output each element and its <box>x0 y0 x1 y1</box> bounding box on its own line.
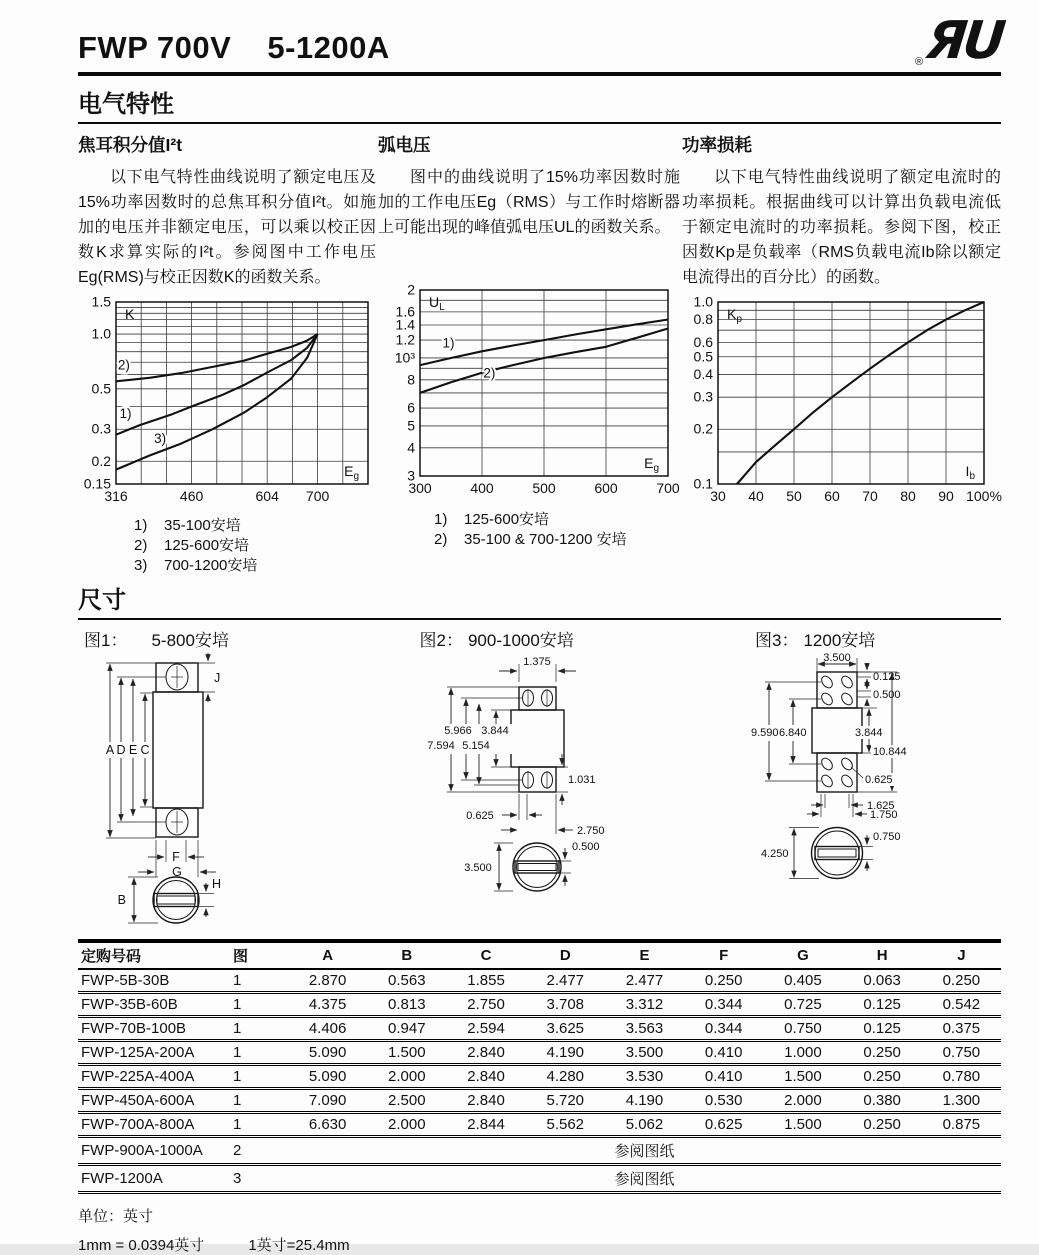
table-cell: 1.500 <box>763 1113 842 1137</box>
figure-block-2 <box>414 626 726 935</box>
x-tick-label: 60 <box>824 488 840 504</box>
table-cell: 4.406 <box>288 1017 367 1041</box>
inner-axis-label: $E_g$ <box>644 455 659 474</box>
table-cell: 5.562 <box>526 1113 605 1137</box>
column-paragraph: 以下电气特性曲线说明了额定电流时的功率损耗。根据曲线可以计算出负载电流低于额定电流时的功率损耗。参阅下图，校正因数Kp是负载率（RMS负载电流Ib除以额定电流得出的百分比）的函数。 <box>682 169 1001 286</box>
dim-label: 4.250 <box>761 848 789 860</box>
table-cell: 0.542 <box>922 993 1001 1017</box>
figure-caption <box>84 626 390 648</box>
table-cell: 3.708 <box>526 993 605 1017</box>
column-paragraph: 图中的曲线说明了15%功率因数时施加的工作电压Eg（RMS）与工作时熔断器上可能出现的峰值弧电压UL的函数关系。 <box>378 169 680 236</box>
table-cell: 0.250 <box>684 969 763 993</box>
y-tick-label: 3 <box>407 467 415 484</box>
table-cell: 0.250 <box>843 1113 922 1137</box>
y-tick-label: 0.2 <box>693 420 713 437</box>
legend-item-text: 125-600安培 <box>164 537 250 554</box>
table-cell: 3.500 <box>605 1041 684 1065</box>
table-cell: 0.725 <box>763 993 842 1017</box>
table-cell: 0.530 <box>684 1089 763 1113</box>
table-cell: 2.840 <box>446 1041 525 1065</box>
y-tick-label: 10³ <box>394 349 415 366</box>
table-row <box>78 1137 1001 1165</box>
table-cell: 7.090 <box>288 1089 367 1113</box>
legend-item-text: 35-100安培 <box>164 517 241 534</box>
dim-label: H <box>212 877 222 891</box>
dim-label: 3.844 <box>855 727 883 739</box>
y-tick-label: 5 <box>407 417 415 434</box>
chart-frame <box>718 302 984 484</box>
column-header: F <box>684 941 763 969</box>
x-tick-label: 460 <box>179 488 204 504</box>
table-cell: 3.530 <box>605 1065 684 1089</box>
inner-axis-label: $E_g$ <box>344 463 359 482</box>
table-cell: FWP-35B-60B <box>78 993 230 1017</box>
dim-label: 0.625 <box>465 810 494 822</box>
y-tick-label: 1.6 <box>395 303 415 320</box>
y-tick-label: 8 <box>407 371 415 388</box>
chart-k-factor <box>78 293 376 508</box>
table-cell: 5.090 <box>288 1065 367 1089</box>
registered-trademark-icon: ® <box>915 56 924 68</box>
note-units: 单位：英寸 <box>78 1208 154 1225</box>
table-cell: 5.090 <box>288 1041 367 1065</box>
table-cell: 2.844 <box>446 1113 525 1137</box>
table-cell: 2.840 <box>446 1089 525 1113</box>
dim-label: 0.500 <box>873 689 901 701</box>
table-cell: 0.125 <box>843 1017 922 1041</box>
chart-legend <box>434 510 680 550</box>
dim-label: 0.125 <box>873 671 901 683</box>
table-cell: FWP-1200A <box>78 1165 230 1193</box>
table-cell: 0.125 <box>843 993 922 1017</box>
y-tick-label: 0.8 <box>693 311 713 328</box>
table-row <box>78 1017 1001 1041</box>
chart-arc-voltage-wrap <box>378 282 680 507</box>
table-cell: 1 <box>230 1113 288 1137</box>
figure-caption-text: 5-800安培 <box>151 631 229 650</box>
table-cell: 2.000 <box>763 1089 842 1113</box>
x-tick-label: 604 <box>255 488 279 504</box>
column-header: C <box>446 941 525 969</box>
chart-legend <box>134 516 376 576</box>
legend-item-number: 2) <box>134 537 148 554</box>
dim-label: 7.594 <box>426 740 455 752</box>
legend-item-text: 35-100 & 700-1200 安培 <box>464 531 627 548</box>
column-power-loss <box>682 132 1001 576</box>
dim-label: J <box>214 671 221 685</box>
table-cell: 0.750 <box>922 1041 1001 1065</box>
table-cell: FWP-225A-400A <box>78 1065 230 1089</box>
table-cell: 0.405 <box>763 969 842 993</box>
doc-title <box>78 30 390 66</box>
chart-power-loss <box>682 293 1002 510</box>
chart-k-factor-wrap <box>78 293 376 513</box>
table-cell: 0.250 <box>843 1065 922 1089</box>
table-cell: 1 <box>230 1017 288 1041</box>
table-cell: 1 <box>230 1089 288 1113</box>
y-tick-label: 6 <box>407 399 415 416</box>
column-paragraph: 以下电气特性曲线说明了额定电压及15%功率因数时的总焦耳积分值I²t。如施加的电压并非额定电压，可以乘以校正因数K求算实际的I²t。参阅图中工作电压Eg(RMS)与校正因数K的函数关系。 <box>78 169 376 286</box>
footer-notes <box>78 1205 1001 1255</box>
table-cell: 1.500 <box>367 1041 446 1065</box>
y-tick-label: 0.2 <box>91 452 111 469</box>
table-cell: 6.630 <box>288 1113 367 1137</box>
curve-label: 3) <box>154 430 167 446</box>
x-tick-label: 316 <box>104 488 128 504</box>
doc-title-model: FWP 700V <box>78 30 232 65</box>
y-tick-label: 0.4 <box>693 365 713 382</box>
column-header: E <box>605 941 684 969</box>
dimensions-table <box>78 939 1001 1194</box>
x-tick-label: 40 <box>748 488 764 504</box>
column-header: D <box>526 941 605 969</box>
chart-arc-voltage <box>378 282 678 502</box>
curve-label: 1) <box>119 406 132 422</box>
ul-letters: ЯU <box>923 11 1005 71</box>
section-heading-electrical: 电气特性 <box>78 91 174 118</box>
table-cell: 0.813 <box>367 993 446 1017</box>
x-tick-label: 500 <box>532 480 556 496</box>
chart-power-loss-wrap <box>682 293 1002 515</box>
y-tick-label: 0.1 <box>693 475 713 492</box>
y-tick-label: 4 <box>407 439 415 456</box>
table-cell: 0.344 <box>684 1017 763 1041</box>
dimension-figures <box>78 626 1001 935</box>
table-cell: 3.625 <box>526 1017 605 1041</box>
table-cell: 0.410 <box>684 1065 763 1089</box>
section-rule <box>78 122 1001 124</box>
table-cell: 3.563 <box>605 1017 684 1041</box>
table-cell: 2.000 <box>367 1113 446 1137</box>
dim-label: 0.500 <box>571 841 600 853</box>
table-cell: 1.500 <box>763 1065 842 1089</box>
table-cell: 参阅图纸 <box>288 1137 1001 1165</box>
table-row <box>78 1065 1001 1089</box>
table-cell: 0.375 <box>922 1017 1001 1041</box>
inner-axis-label: $I_b$ <box>965 463 975 482</box>
table-cell: FWP-450A-600A <box>78 1089 230 1113</box>
column-heading: 弧电压 <box>378 135 431 155</box>
column-header: 图 <box>230 941 288 969</box>
table-cell: 5.720 <box>526 1089 605 1113</box>
column-header: 定购号码 <box>78 941 230 969</box>
column-joule-integral <box>78 132 376 576</box>
figure-block-1 <box>78 626 390 935</box>
table-cell: 3 <box>230 1165 288 1193</box>
table-cell: 0.344 <box>684 993 763 1017</box>
dim-label: G <box>172 865 182 879</box>
y-tick-label: 0.3 <box>693 388 713 405</box>
curve-label: 2) <box>117 357 130 373</box>
y-tick-label: 1.2 <box>395 331 415 348</box>
inner-axis-label: $U_L$ <box>429 294 445 313</box>
legend-item-number: 1) <box>434 511 448 528</box>
table-row <box>78 1165 1001 1193</box>
x-tick-label: 700 <box>656 480 680 496</box>
legend-item-number: 1) <box>134 517 148 534</box>
x-tick-label: 300 <box>408 480 432 496</box>
legend-item-number: 2) <box>434 531 448 548</box>
column-header: H <box>843 941 922 969</box>
table-cell: 1 <box>230 969 288 993</box>
table-row <box>78 1113 1001 1137</box>
table-cell: 2.750 <box>446 993 525 1017</box>
table-cell: 0.750 <box>763 1017 842 1041</box>
ul-recognized-icon <box>909 11 1005 72</box>
x-tick-label: 700 <box>305 488 330 504</box>
dim-label: 6.840 <box>779 727 807 739</box>
table-cell: 2.594 <box>446 1017 525 1041</box>
dim-label: 1.031 <box>567 774 596 786</box>
table-cell: 1 <box>230 1065 288 1089</box>
electrical-columns <box>78 132 1001 576</box>
dim-label: E <box>128 743 138 757</box>
dim-label: 9.590 <box>751 727 779 739</box>
dim-label: A <box>105 743 115 757</box>
figure-drawing-2 <box>414 650 724 930</box>
table-header-row <box>78 941 1001 969</box>
dim-label: 3.500 <box>463 862 492 874</box>
table-cell: 2.870 <box>288 969 367 993</box>
table-cell: 1 <box>230 1041 288 1065</box>
header-rule <box>78 72 1001 76</box>
table-cell: FWP-700A-800A <box>78 1113 230 1137</box>
table-cell: 2.477 <box>605 969 684 993</box>
dim-label: 0.625 <box>865 774 893 786</box>
note-conversion-inch: 1英寸=25.4mm <box>248 1237 350 1254</box>
y-tick-label: 0.15 <box>83 475 111 492</box>
table-cell: 1 <box>230 993 288 1017</box>
table-cell: 0.563 <box>367 969 446 993</box>
table-cell: 4.190 <box>605 1089 684 1113</box>
column-heading: 功率损耗 <box>682 135 752 155</box>
x-tick-label: 70 <box>862 488 878 504</box>
figure-caption-text: 900-1000安培 <box>467 631 574 650</box>
y-tick-label: 0.3 <box>91 420 111 437</box>
column-header: J <box>922 941 1001 969</box>
x-tick-label: 50 <box>786 488 802 504</box>
y-tick-label: 1.4 <box>395 316 415 333</box>
figure-caption-label: 图3： <box>755 631 799 650</box>
column-header: G <box>763 941 842 969</box>
y-tick-label: 1.0 <box>91 325 111 342</box>
table-cell: FWP-125A-200A <box>78 1041 230 1065</box>
dim-label: 1.375 <box>522 656 551 668</box>
table-cell: 0.380 <box>843 1089 922 1113</box>
legend-item <box>134 516 376 536</box>
dim-label: B <box>117 893 126 907</box>
figure-caption <box>420 626 726 648</box>
column-arc-voltage <box>378 132 680 576</box>
table-cell: 3.312 <box>605 993 684 1017</box>
x-tick-label: 600 <box>594 480 618 496</box>
x-tick-label: 80 <box>900 488 916 504</box>
inner-axis-label: K <box>125 306 135 322</box>
inner-axis-label: $K_p$ <box>727 306 742 325</box>
y-tick-label: 0.5 <box>91 380 111 397</box>
table-cell: 0.063 <box>843 969 922 993</box>
dim-label: C <box>140 743 150 757</box>
dim-label: 3.500 <box>823 652 851 664</box>
dim-label: 1.750 <box>870 809 898 821</box>
table-row <box>78 1089 1001 1113</box>
table-cell: 0.250 <box>843 1041 922 1065</box>
x-tick-label: 400 <box>470 480 494 496</box>
table-cell: 2.500 <box>367 1089 446 1113</box>
figure-caption-label: 图1： <box>84 631 128 650</box>
table-cell: 4.280 <box>526 1065 605 1089</box>
dim-label: 0.750 <box>873 831 901 843</box>
table-cell: 4.190 <box>526 1041 605 1065</box>
table-cell: 4.375 <box>288 993 367 1017</box>
dim-label: 2.750 <box>576 825 605 837</box>
y-tick-label: 0.5 <box>693 348 713 365</box>
table-cell: 0.250 <box>922 969 1001 993</box>
table-cell: 2.840 <box>446 1065 525 1089</box>
legend-item-text: 125-600安培 <box>464 511 550 528</box>
section-rule <box>78 618 1001 620</box>
note-conversion-mm: 1mm = 0.0394英寸 <box>78 1237 205 1254</box>
table-cell: 5.062 <box>605 1113 684 1137</box>
dim-label: D <box>116 743 126 757</box>
table-row <box>78 1041 1001 1065</box>
figure-caption-label: 图2： <box>419 631 463 650</box>
table-cell: 1.000 <box>763 1041 842 1065</box>
dim-label: 5.966 <box>443 725 472 737</box>
figure-block-3 <box>749 626 1001 935</box>
legend-item <box>134 556 376 576</box>
x-tick-label: 90 <box>938 488 954 504</box>
doc-title-range: 5-1200A <box>267 30 390 65</box>
legend-item-text: 700-1200安培 <box>164 557 258 574</box>
legend-item <box>434 530 680 550</box>
figure-caption-text: 1200安培 <box>803 631 876 650</box>
chart-curve <box>737 302 984 484</box>
column-header: A <box>288 941 367 969</box>
section-heading-dimensions: 尺寸 <box>78 587 126 614</box>
x-tick-label: 100% <box>966 488 1002 504</box>
column-heading: 焦耳积分值I²t <box>78 135 183 155</box>
curve-label: 2) <box>483 365 496 381</box>
table-cell: 2.477 <box>526 969 605 993</box>
table-cell: 0.947 <box>367 1017 446 1041</box>
figure-drawing-3 <box>749 650 999 930</box>
figure-caption <box>755 626 1001 648</box>
table-cell: FWP-900A-1000A <box>78 1137 230 1165</box>
y-tick-label: 1.5 <box>91 293 111 310</box>
dim-label: 3.844 <box>480 725 509 737</box>
note-conversion <box>78 1234 1001 1255</box>
legend-item-number: 3) <box>134 557 148 574</box>
y-tick-label: 1.0 <box>693 293 713 310</box>
table-cell: 2.000 <box>367 1065 446 1089</box>
figure-drawing-1 <box>78 650 388 930</box>
curve-label: 1) <box>442 335 455 351</box>
column-header: B <box>367 941 446 969</box>
table-cell: 0.625 <box>684 1113 763 1137</box>
dim-label: 10.844 <box>873 746 907 758</box>
y-tick-label: 0.6 <box>693 333 713 350</box>
dim-label: F <box>172 850 180 864</box>
x-tick-label: 30 <box>710 488 726 504</box>
table-row <box>78 993 1001 1017</box>
page-header <box>78 11 1005 72</box>
dim-label: 1.625 <box>867 800 895 812</box>
dim-label: 5.154 <box>461 740 490 752</box>
table-cell: 0.410 <box>684 1041 763 1065</box>
table-cell: 1.300 <box>922 1089 1001 1113</box>
table-cell: 0.780 <box>922 1065 1001 1089</box>
y-tick-label: 2 <box>407 281 415 298</box>
table-cell: 参阅图纸 <box>288 1165 1001 1193</box>
table-cell: 1.855 <box>446 969 525 993</box>
table-row <box>78 969 1001 993</box>
table-cell: 2 <box>230 1137 288 1165</box>
legend-item <box>434 510 680 530</box>
table-cell: FWP-5B-30B <box>78 969 230 993</box>
legend-item <box>134 536 376 556</box>
table-cell: FWP-70B-100B <box>78 1017 230 1041</box>
table-cell: 0.875 <box>922 1113 1001 1137</box>
